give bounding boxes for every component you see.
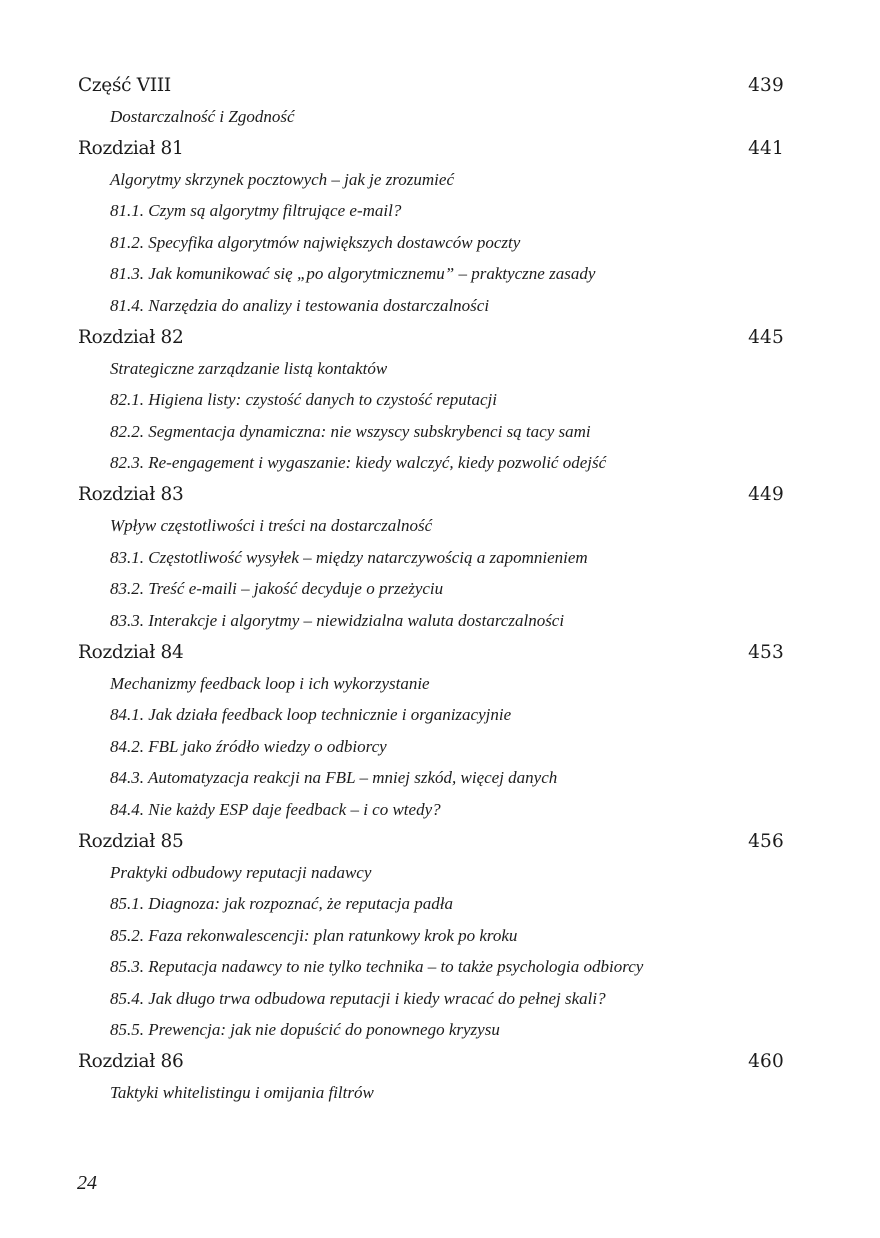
toc-entry-label: 82.2. Segmentacja dynamiczna: nie wszyscy subskrybenci są tacy sami bbox=[110, 421, 591, 441]
toc-heading-label: Część VIII bbox=[78, 74, 171, 96]
toc-heading-row bbox=[78, 637, 784, 667]
toc-entry-row bbox=[78, 196, 784, 226]
toc-page-number: 456 bbox=[748, 830, 784, 852]
toc-heading-row bbox=[78, 322, 784, 352]
toc-entry-row bbox=[78, 732, 784, 762]
toc-entry-row bbox=[78, 228, 784, 258]
toc-entry-row bbox=[78, 511, 784, 541]
toc-entry-label: 82.3. Re-engagement i wygaszanie: kiedy walczyć, kiedy pozwolić odejść bbox=[110, 453, 607, 472]
toc-entry-row bbox=[78, 291, 784, 321]
toc-entry-label: Praktyki odbudowy reputacji nadawcy bbox=[110, 862, 372, 882]
toc-entry-row bbox=[78, 669, 784, 699]
toc-entry-label: 85.5. Prewencja: jak nie dopuścić do ponownego kryzysu bbox=[110, 1020, 500, 1039]
toc-entry-row bbox=[78, 1015, 784, 1045]
toc-entry-label: 82.1. Higiena listy: czystość danych to czystość reputacji bbox=[110, 390, 497, 409]
toc-page-number: 449 bbox=[748, 484, 784, 505]
toc-entry-row bbox=[78, 795, 784, 825]
toc-page-number: 453 bbox=[748, 641, 784, 663]
toc-heading-label: Rozdział 86 bbox=[78, 1051, 184, 1072]
toc-heading-row bbox=[78, 480, 784, 510]
footer-page-number: 24 bbox=[77, 1172, 97, 1194]
toc-entry-row bbox=[78, 354, 784, 384]
toc-entry-label: 84.2. FBL jako źródło wiedzy o odbiorcy bbox=[110, 736, 387, 756]
toc-heading-label: Rozdział 82 bbox=[78, 326, 184, 348]
toc-entry-row bbox=[78, 574, 784, 604]
toc-heading-label: Rozdział 85 bbox=[78, 830, 184, 852]
toc-heading-label: Rozdział 83 bbox=[78, 484, 184, 505]
toc-entry-row bbox=[78, 448, 784, 478]
toc-entry-row bbox=[78, 165, 784, 195]
toc-entry-label: 85.2. Faza rekonwalescencji: plan ratunkowy krok po kroku bbox=[110, 925, 518, 945]
toc-entry-row bbox=[78, 952, 784, 982]
toc-entry-label: 85.3. Reputacja nadawcy to nie tylko technika – to także psychologia odbiorcy bbox=[110, 957, 644, 976]
toc-entry-label: 84.3. Automatyzacja reakcji na FBL – mniej szkód, więcej danych bbox=[110, 768, 558, 787]
toc-entry-label: 84.4. Nie każdy ESP daje feedback – i co wtedy? bbox=[110, 799, 441, 819]
toc-entry-label: Dostarczalność i Zgodność bbox=[110, 106, 295, 126]
toc-entry-row bbox=[78, 385, 784, 415]
toc-entry-row bbox=[78, 700, 784, 730]
toc-entry-label: 84.1. Jak działa feedback loop technicznie i organizacyjnie bbox=[110, 705, 512, 724]
toc-entry-label: 81.2. Specyfika algorytmów największych dostawców poczty bbox=[110, 232, 521, 252]
toc-entry-label: 81.4. Narzędzia do analizy i testowania dostarczalności bbox=[110, 295, 490, 315]
toc-heading-row bbox=[78, 826, 784, 856]
toc-entry-row bbox=[78, 889, 784, 919]
toc-entry-label: 83.2. Treść e-maili – jakość decyduje o przeżyciu bbox=[110, 579, 444, 598]
toc-entry-label: 85.1. Diagnoza: jak rozpoznać, że reputacja padła bbox=[110, 894, 453, 913]
toc-entry-label: Mechanizmy feedback loop i ich wykorzystanie bbox=[110, 673, 430, 693]
toc-entry-label: Taktyki whitelistingu i omijania filtrów bbox=[110, 1083, 374, 1102]
toc-entry-label: Wpływ częstotliwości i treści na dostarczalność bbox=[110, 516, 433, 535]
toc-entry-row bbox=[78, 417, 784, 447]
toc-page-number: 445 bbox=[748, 326, 784, 348]
toc-page-number: 460 bbox=[748, 1051, 784, 1072]
toc-entry-row bbox=[78, 543, 784, 573]
toc-entry-label: 83.3. Interakcje i algorytmy – niewidzialna waluta dostarczalności bbox=[110, 610, 565, 630]
toc-entry-row bbox=[78, 102, 784, 132]
toc-heading-label: Rozdział 84 bbox=[78, 641, 184, 663]
toc-entry-row bbox=[78, 984, 784, 1014]
toc-entry-row bbox=[78, 921, 784, 951]
toc-entry-row bbox=[78, 763, 784, 793]
toc-entry-label: Strategiczne zarządzanie listą kontaktów bbox=[110, 358, 388, 378]
toc-entry-row bbox=[78, 1078, 784, 1108]
toc-entry-row bbox=[78, 259, 784, 289]
toc-entry-row bbox=[78, 606, 784, 636]
toc-entry-label: 81.3. Jak komunikować się „po algorytmicznemu” – praktyczne zasady bbox=[110, 264, 596, 283]
toc-entry-label: 83.1. Częstotliwość wysyłek – między natarczywością a zapomnieniem bbox=[110, 547, 588, 567]
toc-entry-row bbox=[78, 858, 784, 888]
toc-heading-row bbox=[78, 70, 784, 100]
toc-entry-label: 85.4. Jak długo trwa odbudowa reputacji i kiedy wracać do pełnej skali? bbox=[110, 988, 606, 1008]
toc-heading-row bbox=[78, 1047, 784, 1077]
toc-heading-label: Rozdział 81 bbox=[78, 137, 184, 159]
toc-page-number: 441 bbox=[748, 137, 784, 159]
toc-entry-label: 81.1. Czym są algorytmy filtrujące e-mail? bbox=[110, 201, 402, 220]
toc-heading-row bbox=[78, 133, 784, 163]
toc-page-number: 439 bbox=[748, 74, 784, 96]
toc-entry-label: Algorytmy skrzynek pocztowych – jak je zrozumieć bbox=[110, 169, 455, 189]
